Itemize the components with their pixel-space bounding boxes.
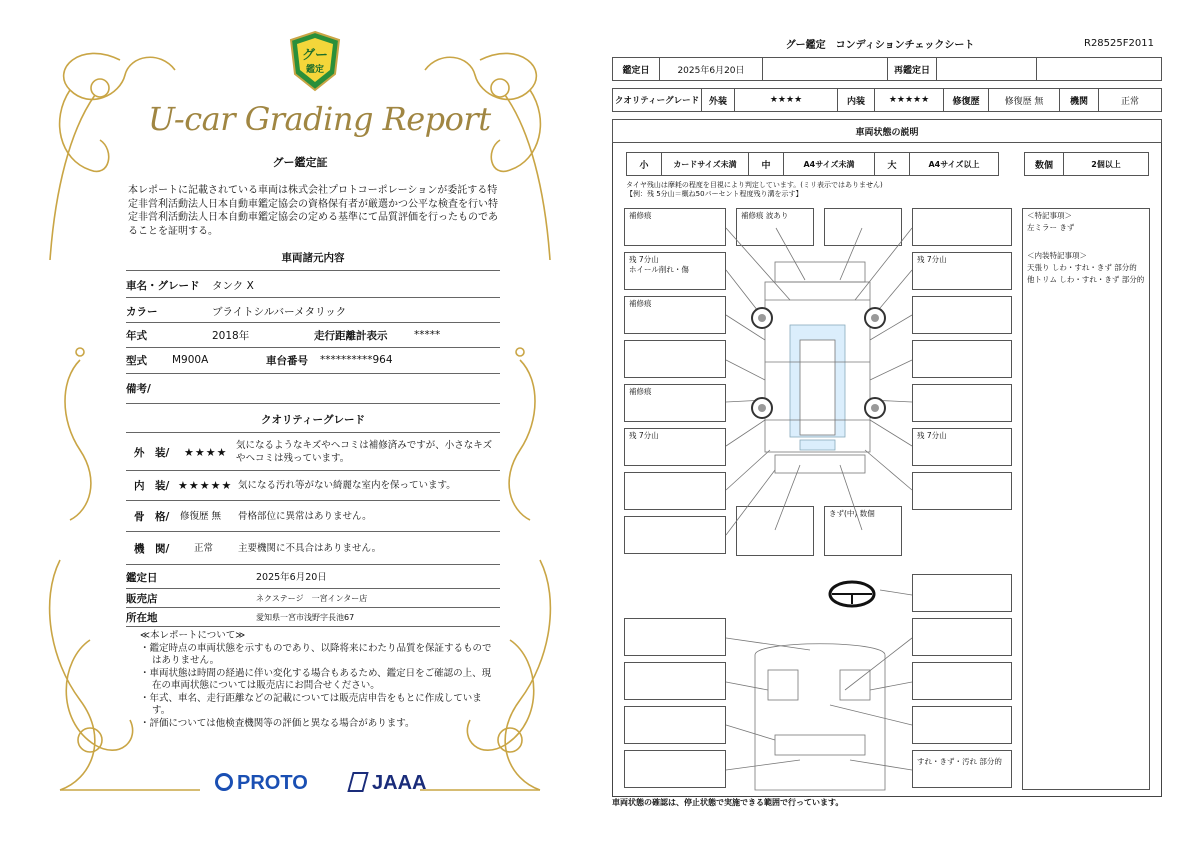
address-value: 愛知県一宮市浅野字長池67 bbox=[256, 612, 355, 622]
car-name-value: タンク X bbox=[212, 279, 254, 292]
interior-notes-line-2: 他トリム しわ・すれ・きず 部分的 bbox=[1027, 275, 1145, 284]
quality-heading: クオリティーグレード bbox=[261, 414, 365, 426]
ext-stars: ★★★★ bbox=[734, 88, 838, 112]
divider bbox=[126, 607, 500, 608]
dealer-label: 販売店 bbox=[126, 592, 158, 605]
frame-row bbox=[126, 507, 500, 525]
year-row bbox=[126, 326, 500, 344]
size-large-desc: A4サイズ以上 bbox=[909, 152, 999, 176]
sheet-code: R28525F2011 bbox=[1084, 38, 1154, 49]
engine-row bbox=[126, 539, 500, 557]
date-value: 2025年6月20日 bbox=[659, 57, 763, 81]
remarks-label: 備考/ bbox=[126, 382, 151, 395]
interior-label: 内 装/ bbox=[134, 479, 170, 492]
exterior-label: 外 装/ bbox=[134, 446, 170, 459]
repair-value: 修復歴 無 bbox=[988, 88, 1060, 112]
condition-heading: 車両状態の説明 bbox=[612, 119, 1162, 143]
dealer-value: ネクステージ 一宮インター店 bbox=[256, 593, 368, 603]
frame-value: 修復歴 無 bbox=[180, 510, 222, 522]
sheet-title: グー鑑定 コンディションチェックシート bbox=[785, 40, 975, 51]
model-label: 型式 bbox=[126, 354, 147, 367]
color-label: カラー bbox=[126, 305, 158, 318]
count-desc: 2個以上 bbox=[1063, 152, 1149, 176]
interior-stars: ★★★★★ bbox=[178, 478, 233, 492]
address-label: 所在地 bbox=[126, 611, 158, 624]
remarks-row bbox=[126, 379, 500, 397]
proto-logo: PROTO bbox=[215, 772, 308, 795]
note-item: ・評価については他検査機関等の評価と異なる場合があります。 bbox=[140, 717, 415, 729]
cell-left-1: 補修痕 bbox=[624, 208, 726, 246]
engine-label: 機 関/ bbox=[134, 542, 170, 555]
special-title: ＜特記事項＞ bbox=[1027, 211, 1072, 220]
reinspect-label: 再鑑定日 bbox=[887, 57, 937, 81]
frame-text: 骨格部位に異常はありません。 bbox=[238, 510, 372, 522]
year-value: 2018年 bbox=[212, 329, 250, 342]
mileage-label: 走行距離計表示 bbox=[314, 329, 388, 342]
repair-label: 修復歴 bbox=[943, 88, 989, 112]
cell-left-5: 補修痕 bbox=[624, 384, 726, 422]
note-item: ・年式、車名、走行距離などの記載については販売店申告をもとに作成しています。 bbox=[140, 692, 482, 716]
sheet-footer: 車両状態の確認は、停止状態で実施できる範囲で行っています。 bbox=[612, 798, 844, 807]
report-title: U-car Grading Report bbox=[148, 100, 491, 138]
divider bbox=[126, 403, 500, 404]
divider bbox=[126, 500, 500, 501]
engine-label: 機関 bbox=[1059, 88, 1099, 112]
year-label: 年式 bbox=[126, 329, 147, 342]
address-row bbox=[126, 609, 500, 625]
divider bbox=[126, 588, 500, 589]
interior-row bbox=[126, 476, 500, 494]
count-label: 数個 bbox=[1024, 152, 1064, 176]
engine-value: 正常 bbox=[1098, 88, 1162, 112]
exterior-stars: ★★★★ bbox=[184, 445, 228, 459]
interior-text: 気になる汚れ等がない綺麗な室内を保っています。 bbox=[238, 479, 456, 491]
spec-heading: 車両諸元内容 bbox=[281, 252, 345, 264]
cell-left-2: 残 7分山 ホイール削れ・傷 bbox=[624, 252, 726, 290]
jaaa-logo-icon bbox=[347, 772, 368, 792]
divider bbox=[126, 270, 500, 271]
mileage-value: ***** bbox=[414, 329, 441, 341]
date-label: 鑑定日 bbox=[126, 571, 158, 584]
color-value: ブライトシルバーメタリック bbox=[212, 305, 347, 318]
int-label: 内装 bbox=[837, 88, 875, 112]
divider bbox=[126, 432, 500, 433]
goo-kantei-badge bbox=[287, 30, 343, 94]
date-label: 鑑定日 bbox=[612, 57, 660, 81]
intro-text: 本レポートに記載されている車両は株式会社プロトコーポレーションが委託する特定非営利活動法人日本自動車鑑定協会の資格保有者が厳選かつ公平な検査を行い特定非営利活動法人日本自動車鑑定協会の定める基準にて品質評価を行ったものであることを証明する。 bbox=[128, 185, 498, 237]
chassis-value: **********964 bbox=[320, 354, 393, 366]
proto-logo-icon bbox=[215, 773, 233, 791]
divider bbox=[126, 564, 500, 565]
exterior-text: 気になるようなキズやヘコミは補修済みですが、小さなキズやヘコミは残っています。 bbox=[236, 440, 493, 464]
car-diagram bbox=[600, 0, 1200, 848]
divider bbox=[126, 373, 500, 374]
size-mid-desc: A4サイズ未満 bbox=[783, 152, 875, 176]
size-large: 大 bbox=[874, 152, 910, 176]
notes-title: ≪本レポートについて≫ bbox=[140, 630, 246, 641]
special-text: 左ミラー きず bbox=[1027, 223, 1075, 232]
divider bbox=[126, 297, 500, 298]
cell-bottom-2: きず(中) 数個 bbox=[824, 506, 902, 556]
divider bbox=[126, 322, 500, 323]
divider bbox=[126, 531, 500, 532]
car-name-row bbox=[126, 276, 500, 294]
divider bbox=[126, 470, 500, 471]
date-value: 2025年6月20日 bbox=[256, 571, 327, 583]
badge-bottom-text: 鑑定 bbox=[305, 65, 324, 75]
cell-left-6: 残 7分山 bbox=[624, 428, 726, 466]
engine-text: 主要機関に不具合はありません。 bbox=[238, 542, 382, 554]
steering-wheel-icon bbox=[830, 582, 874, 606]
divider bbox=[126, 347, 500, 348]
cell-top-1: 補修痕 波あり bbox=[736, 208, 814, 246]
condition-check-sheet bbox=[600, 0, 1200, 848]
size-small-desc: カードサイズ未満 bbox=[661, 152, 749, 176]
dealer-row bbox=[126, 590, 500, 606]
ext-label: 外装 bbox=[701, 88, 735, 112]
model-row bbox=[126, 351, 500, 369]
chassis-label: 車台番号 bbox=[266, 354, 308, 367]
interior-notes-line-1: 天張り しわ・すれ・きず 部分的 bbox=[1027, 263, 1137, 272]
exterior-row bbox=[126, 438, 500, 466]
tire-note-2: 【例：残 5分山＝概ね50パーセント程度残り溝を示す】 bbox=[626, 190, 803, 198]
interior-notes-title: ＜内装特記事項＞ bbox=[1027, 251, 1087, 260]
cell-right-6: 残 7分山 bbox=[912, 428, 1012, 466]
tire-note-1: タイヤ残山は摩耗の程度を目視により判定しています。(ミリ表示ではありません) bbox=[626, 181, 883, 189]
note-item: ・車両状態は時間の経過に伴い変化する場合もあるため、鑑定日をご確認の上、現在の車両状態については販売店にお問合せください。 bbox=[140, 667, 492, 691]
size-mid: 中 bbox=[748, 152, 784, 176]
color-row bbox=[126, 302, 500, 320]
report-notes bbox=[140, 630, 498, 730]
jaaa-logo: JAAA bbox=[350, 772, 426, 795]
cell-right-12: すれ・きず・汚れ 部分的 bbox=[912, 750, 1012, 788]
model-value: M900A bbox=[172, 354, 209, 366]
frame-label: 骨 格/ bbox=[134, 510, 170, 523]
note-item: ・鑑定時点の車両状態を示すものであり、以降将来にわたり品質を保証するものではありません。 bbox=[140, 642, 492, 666]
cell-left-3: 補修痕 bbox=[624, 296, 726, 334]
divider bbox=[126, 626, 500, 627]
certificate-title: グー鑑定証 bbox=[272, 156, 328, 169]
cell-right-2: 残 7分山 bbox=[912, 252, 1012, 290]
date-row bbox=[126, 569, 500, 585]
engine-value: 正常 bbox=[194, 542, 214, 554]
badge-top-text: グー bbox=[301, 48, 328, 63]
grade-label: クオリティーグレード bbox=[612, 88, 702, 112]
int-stars: ★★★★★ bbox=[874, 88, 944, 112]
size-small: 小 bbox=[626, 152, 662, 176]
car-name-label: 車名・グレード bbox=[126, 279, 200, 292]
